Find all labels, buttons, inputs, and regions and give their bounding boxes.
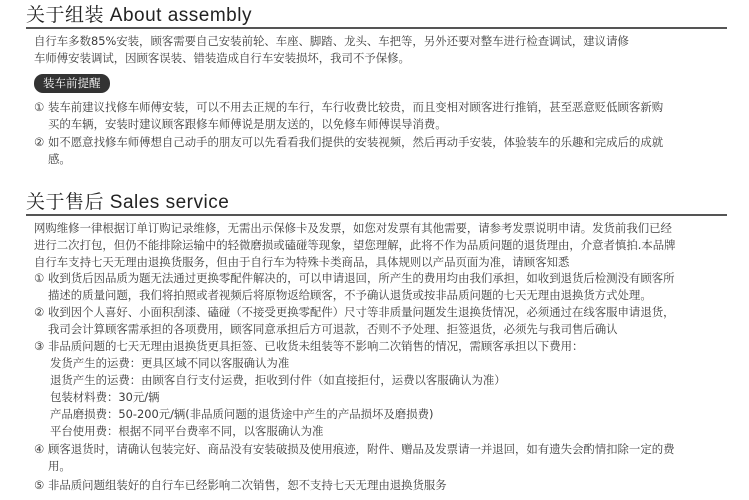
assembly-intro-line: 车师傅安装调试，因顾客误装、错装造成自行车安装损坏，我司不予保修。 — [34, 50, 410, 65]
fee-line: 包装材料费：30元/辆 — [50, 390, 160, 404]
tip-line: 买的车辆，安装时建议顾客跟修车师傅说是朋友送的，以免修车师傅误导消费。 — [48, 116, 447, 131]
assembly-intro — [34, 33, 725, 67]
tip-number: ① — [34, 100, 45, 114]
item-line: 非品质问题的七天无理由退换货更具拒签、已收货未组装等不影响二次销售的情况，需顾客承担以下费用： — [48, 339, 584, 353]
item-line: 非品质问题组装好的自行车已经影响二次销售，恕不支持七天无理由退换货服务 — [48, 478, 447, 492]
sales-intro-line: 自行车支持七天无理由退换货服务，但由于自行车为特殊卡类商品，具体规则以产品页面为准，请顾客知悉 — [34, 254, 570, 269]
pre-assembly-reminder-badge: 装车前提醒 — [34, 74, 110, 93]
fee-line: 平台使用费：根据不同平台费率不同，以客服确认为准 — [50, 424, 324, 438]
item-number: ① — [34, 271, 45, 285]
assembly-section-title: 关于组装 About assembly — [26, 5, 727, 29]
item-number: ④ — [34, 442, 45, 456]
sales-section-title: 关于售后 Sales service — [26, 192, 727, 216]
item-number: ② — [34, 305, 45, 319]
tip-line: 感。 — [48, 151, 71, 166]
item-line: 用。 — [48, 458, 71, 473]
item-line: 收到因个人喜好、小面积刮漆、磕碰（不接受更换零配件）尺寸等非质量问题发生退换货情况，必须通过在线客服申请退货， — [48, 305, 675, 319]
sales-intro-line: 网购维修一律根据订单订购记录维修，无需出示保修卡及发票，如您对发票有其他需要，请参考发票说明申请。发货前我们已经 — [34, 221, 672, 235]
sales-intro-line: 进行二次打包，但仍不能排除运输中的轻微磨损或磕碰等现象，望您理解，此将不作为品质问题的退货理由，介意者慎拍.本品牌 — [34, 237, 676, 252]
fee-line: 产品磨损费：50-200元/辆(非品质问题的退货途中产生的产品损坏及磨损费) — [50, 407, 434, 421]
tip-number: ② — [34, 135, 45, 149]
tip-line: 如不愿意找修车师傅想自己动手的朋友可以先看看我们提供的安装视频，然后再动手安装，体验装车的乐趣和完成后的成就 — [48, 135, 664, 149]
assembly-intro-line: 自行车多数85%安装，顾客需要自己安装前轮、车座、脚踏、龙头、车把等，另外还要对整车进行检查调试，建议请修 — [34, 34, 629, 48]
tip-line: 装车前建议找修车师傅安装，可以不用去正规的车行，车行收费比较贵，而且变相对顾客进行推销，甚至恶意贬低顾客新购 — [48, 100, 664, 114]
item-line: 描述的质量问题，我们将拍照或者视频后将原物返给顾客，不予确认退货或按非品质问题的七天无理由退换货方式处理。 — [48, 287, 652, 302]
sales-intro — [34, 220, 725, 270]
fee-line: 退货产生的运费：由顾客自行支付运费，拒收到付件（如直接拒付，运费以客服确认为准） — [50, 373, 506, 387]
item-number: ⑤ — [34, 478, 45, 492]
item-line: 收到货后因品质为题无法通过更换零配件解决的，可以申请退回，所产生的费用均由我们承担，如收到退货后检测没有顾客所 — [48, 271, 675, 285]
item-line: 我司会计算顾客需承担的各项费用，顾客同意承担后方可退款，否则不予处理、拒签退货，必须先与我司售后确认 — [48, 321, 618, 336]
fee-line: 发货产生的运费：更具区域不同以客服确认为准 — [50, 356, 290, 370]
item-number: ③ — [34, 339, 45, 353]
item-line: 顾客退货时，请确认包装完好、商品没有安装破损及使用痕迹，附件、赠品及发票请一并退回，如有遗失会酌情扣除一定的费 — [48, 442, 675, 456]
